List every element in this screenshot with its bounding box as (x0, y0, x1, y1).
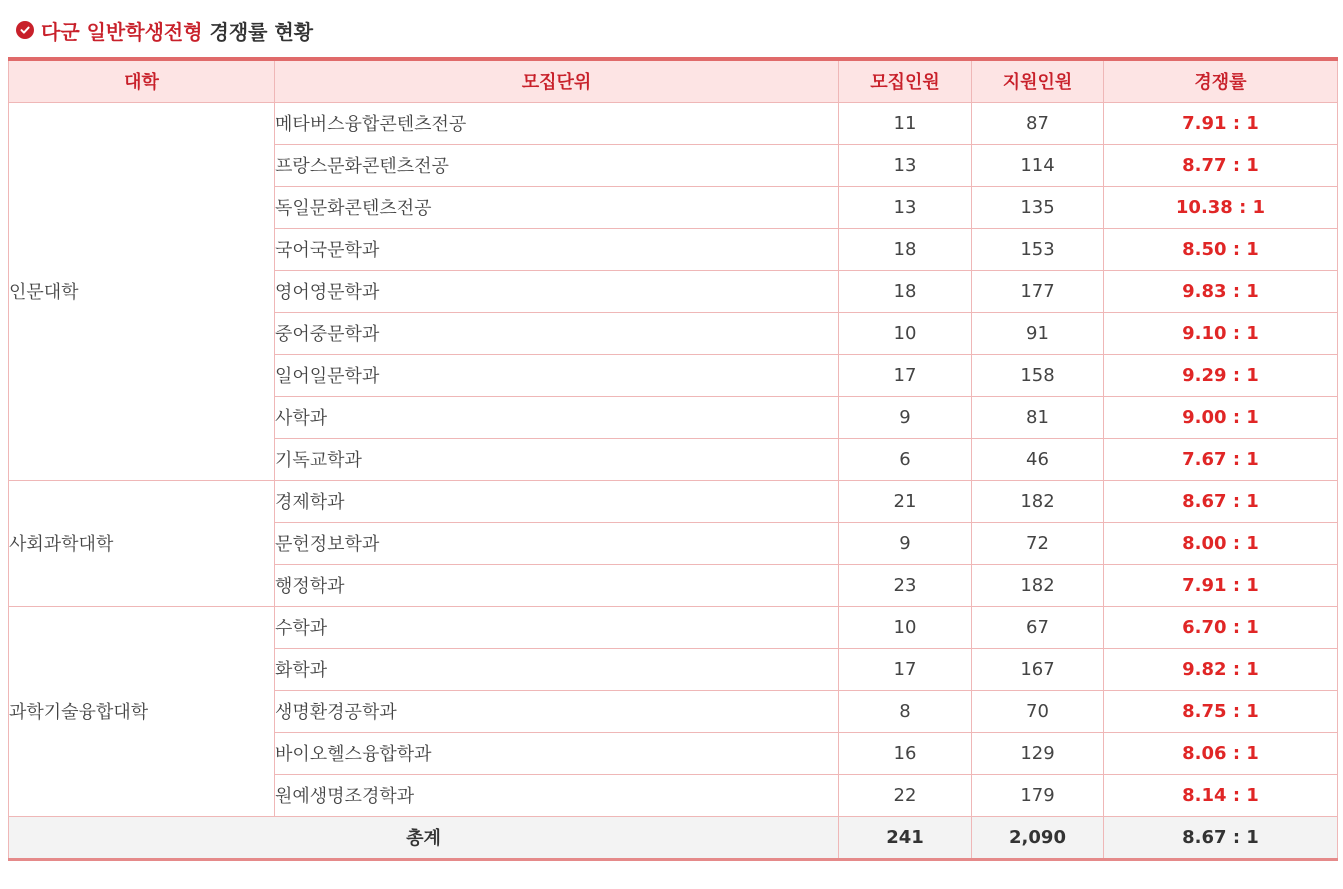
ratio-cell: 8.06 : 1 (1104, 732, 1338, 774)
applicants-cell: 72 (972, 522, 1104, 564)
ratio-cell: 8.00 : 1 (1104, 522, 1338, 564)
header-college: 대학 (9, 59, 275, 102)
applicants-cell: 158 (972, 354, 1104, 396)
ratio-cell: 8.77 : 1 (1104, 144, 1338, 186)
ratio-cell: 9.10 : 1 (1104, 312, 1338, 354)
total-quota: 241 (839, 816, 972, 859)
total-applicants: 2,090 (972, 816, 1104, 859)
college-cell: 인문대학 (9, 102, 275, 480)
quota-cell: 6 (839, 438, 972, 480)
applicants-cell: 153 (972, 228, 1104, 270)
table-header-row (9, 59, 1338, 102)
applicants-cell: 129 (972, 732, 1104, 774)
ratio-cell: 10.38 : 1 (1104, 186, 1338, 228)
applicants-cell: 91 (972, 312, 1104, 354)
quota-cell: 10 (839, 312, 972, 354)
quota-cell: 17 (839, 354, 972, 396)
applicants-cell: 46 (972, 438, 1104, 480)
quota-cell: 9 (839, 396, 972, 438)
quota-cell: 17 (839, 648, 972, 690)
check-circle-icon (16, 21, 34, 39)
quota-cell: 11 (839, 102, 972, 144)
applicants-cell: 167 (972, 648, 1104, 690)
total-row (9, 816, 1338, 859)
unit-cell: 중어중문학과 (275, 312, 839, 354)
unit-cell: 프랑스문화콘텐츠전공 (275, 144, 839, 186)
table-row (9, 606, 1338, 648)
header-quota: 모집인원 (839, 59, 972, 102)
ratio-cell: 8.50 : 1 (1104, 228, 1338, 270)
unit-cell: 메타버스융합콘텐츠전공 (275, 102, 839, 144)
quota-cell: 13 (839, 186, 972, 228)
applicants-cell: 67 (972, 606, 1104, 648)
ratio-cell: 9.00 : 1 (1104, 396, 1338, 438)
ratio-cell: 8.75 : 1 (1104, 690, 1338, 732)
applicants-cell: 182 (972, 480, 1104, 522)
unit-cell: 생명환경공학과 (275, 690, 839, 732)
header-ratio: 경쟁률 (1104, 59, 1338, 102)
quota-cell: 21 (839, 480, 972, 522)
unit-cell: 바이오헬스융합학과 (275, 732, 839, 774)
unit-cell: 기독교학과 (275, 438, 839, 480)
applicants-cell: 182 (972, 564, 1104, 606)
table-row (9, 480, 1338, 522)
total-label: 총계 (9, 816, 839, 859)
unit-cell: 문헌정보학과 (275, 522, 839, 564)
unit-cell: 영어영문학과 (275, 270, 839, 312)
unit-cell: 행정학과 (275, 564, 839, 606)
quota-cell: 16 (839, 732, 972, 774)
quota-cell: 13 (839, 144, 972, 186)
table-body (9, 102, 1338, 859)
unit-cell: 원예생명조경학과 (275, 774, 839, 816)
quota-cell: 10 (839, 606, 972, 648)
quota-cell: 18 (839, 270, 972, 312)
quota-cell: 23 (839, 564, 972, 606)
quota-cell: 9 (839, 522, 972, 564)
header-applicants: 지원인원 (972, 59, 1104, 102)
ratio-cell: 7.91 : 1 (1104, 564, 1338, 606)
applicants-cell: 179 (972, 774, 1104, 816)
quota-cell: 18 (839, 228, 972, 270)
total-ratio: 8.67 : 1 (1104, 816, 1338, 859)
unit-cell: 국어국문학과 (275, 228, 839, 270)
ratio-cell: 8.14 : 1 (1104, 774, 1338, 816)
applicants-cell: 70 (972, 690, 1104, 732)
applicants-cell: 81 (972, 396, 1104, 438)
college-cell: 사회과학대학 (9, 480, 275, 606)
unit-cell: 사학과 (275, 396, 839, 438)
ratio-cell: 9.83 : 1 (1104, 270, 1338, 312)
quota-cell: 8 (839, 690, 972, 732)
ratio-cell: 9.29 : 1 (1104, 354, 1338, 396)
ratio-cell: 9.82 : 1 (1104, 648, 1338, 690)
competition-table (8, 57, 1338, 861)
unit-cell: 경제학과 (275, 480, 839, 522)
quota-cell: 22 (839, 774, 972, 816)
unit-cell: 독일문화콘텐츠전공 (275, 186, 839, 228)
table-row (9, 102, 1338, 144)
applicants-cell: 87 (972, 102, 1104, 144)
ratio-cell: 7.67 : 1 (1104, 438, 1338, 480)
ratio-cell: 6.70 : 1 (1104, 606, 1338, 648)
applicants-cell: 177 (972, 270, 1104, 312)
title-accent: 다군 일반학생전형 (41, 19, 203, 44)
applicants-cell: 135 (972, 186, 1104, 228)
applicants-cell: 114 (972, 144, 1104, 186)
unit-cell: 일어일문학과 (275, 354, 839, 396)
unit-cell: 화학과 (275, 648, 839, 690)
header-unit: 모집단위 (275, 59, 839, 102)
unit-cell: 수학과 (275, 606, 839, 648)
ratio-cell: 7.91 : 1 (1104, 102, 1338, 144)
ratio-cell: 8.67 : 1 (1104, 480, 1338, 522)
college-cell: 과학기술융합대학 (9, 606, 275, 816)
title-rest: 경쟁률 현황 (209, 19, 314, 44)
section-title (16, 14, 313, 46)
